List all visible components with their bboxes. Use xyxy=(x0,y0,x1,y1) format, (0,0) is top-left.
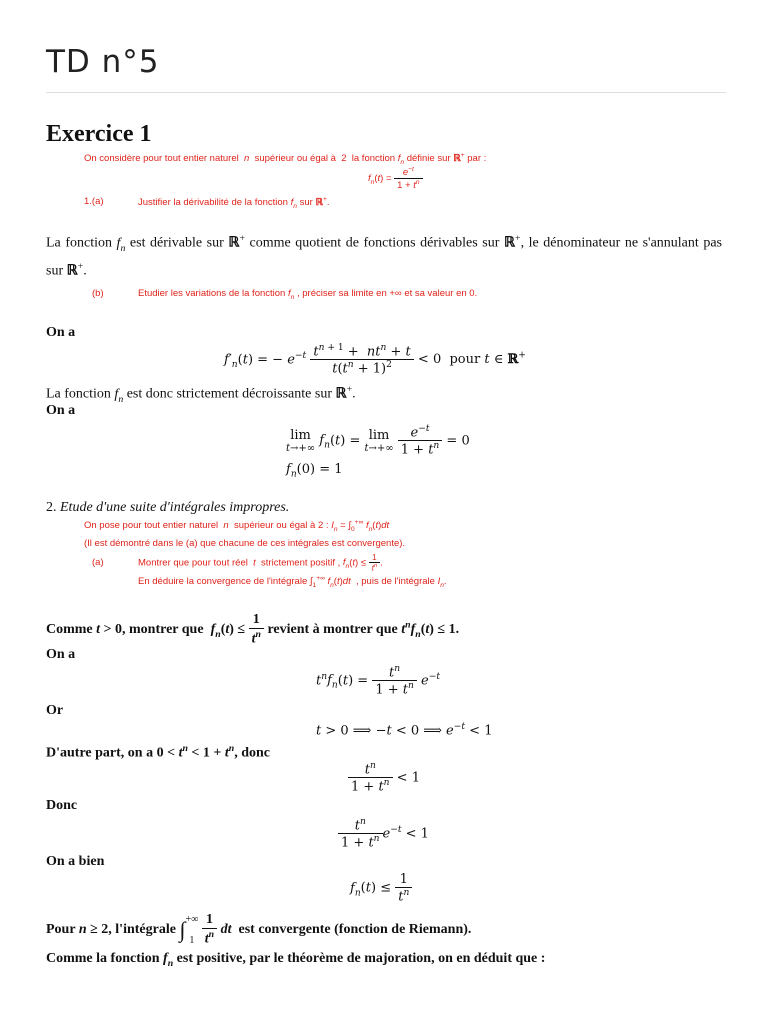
majoration-statement: Comme la fonction $f_n$ est positive, par le théorème de majoration, on en déduit que : xyxy=(46,951,546,969)
question-2a-line-2: En déduire la convergence de l'intégrale $\int_1^{+\infty}$ $f_n(t)dt$ , puis de l'intégrale $I_n$. xyxy=(138,575,447,590)
on-a-label-2: On a xyxy=(46,403,76,418)
product-formula: $t^nf_n(t)$ = $\frac{t^n}{1 + t^n}$ $e^{-t}$ xyxy=(316,664,440,698)
question-2a-line-1: Montrer que pour tout réel t strictement positif , $f_n(t)$ ≤ $\frac{1}{t^n}$ . xyxy=(138,553,383,573)
question-2-note: (Il est démontré dans le (a) que chacune de ces intégrales est convergente). xyxy=(84,538,406,549)
ratio-inequality: $\frac{t^n}{1 + t^n}$ < 1 xyxy=(348,761,420,795)
problem-intro: On considère pour tout entier naturel n supérieur ou égal à 2 la fonction $f_n$ définie sur ℝ+ par : xyxy=(84,152,487,167)
on-a-label-1: On a xyxy=(46,325,76,340)
answer-1a: La fonction $f_n$ est dérivable sur ℝ+ comme quotient de fonctions dérivables sur ℝ+, le dénominateur ne s'annulant pas sur ℝ+. xyxy=(46,233,722,280)
limit-result: = 0 xyxy=(446,433,470,449)
question-1b: Etudier les variations de la fonction $f_n$ , préciser sa limite en +∞ et sa valeur en 0. xyxy=(138,288,478,301)
decreasing-statement: La fonction $f_n$ est donc strictement décroissante sur ℝ+. xyxy=(46,384,356,405)
section-2-number: 2. xyxy=(46,500,57,515)
limit-formula: lim t→+∞ $f_n(t)$ = lim t→+∞ $\frac{e^{-t}}{1 + t^n}$ = 0 xyxy=(286,424,470,458)
page-title: TD n°5 xyxy=(46,44,160,80)
section-2-title: Etude d'une suite d'intégrales impropres. xyxy=(60,500,290,515)
question-1b-number: (b) xyxy=(92,288,104,299)
definition-formula: $f_n(t)$ = $\frac{e^{-t}}{1 + t^n}$ xyxy=(368,166,423,191)
donc-label: Donc xyxy=(46,798,78,813)
or-label: Or xyxy=(46,703,64,718)
question-2-intro: On pose pour tout entier naturel n supérieur ou égal à 2 : $I_n = \int_0^{+\infty}$ $f_n(t)dt$ xyxy=(84,519,390,534)
question-1a: Justifier la dérivabilité de la fonction $f_n$ sur ℝ+. xyxy=(138,196,330,211)
derivative-formula: $f'_n(t)$ = − $e^{-t}$ $\frac{t^{n + 1} + nt^n + t}{t(t^n + 1)^2}$ < 0 pour t ∈ ℝ+ xyxy=(224,343,526,377)
comme-statement: Comme t > 0, montrer que $f_n(t)$ ≤ $\frac{1}{t^n}$ revient à montrer que $t^nf_n(t) \le 1$. xyxy=(46,612,460,647)
question-2a-number: (a) xyxy=(92,557,104,568)
title-divider xyxy=(46,92,726,93)
product-inequality: $\frac{t^n}{1 + t^n}$ $e^{-t} < 1$ xyxy=(338,817,429,851)
on-a-bien-label: On a bien xyxy=(46,854,105,869)
section-2-heading xyxy=(46,500,289,516)
implication-formula: t > 0 ⟹ −t < 0 ⟹ $e^{-t} < 1$ xyxy=(316,722,493,739)
question-1a-number: 1.(a) xyxy=(84,196,104,207)
exercise-heading: Exercice 1 xyxy=(46,121,152,147)
autre-part-statement: D'autre part, on a $0 < t^n < 1 + t^n$, donc xyxy=(46,743,271,761)
bound-formula: $f_n(t)$ ≤ $\frac{1}{t^n}$ xyxy=(350,872,412,904)
on-a-label-3: On a xyxy=(46,647,76,662)
riemann-statement: Pour n ≥ 2, l'intégrale ∫ +∞ 1 $\frac{1}{t^n}$ dt est convergente (fonction de Riemann). xyxy=(46,912,472,947)
f-zero-value: $f_n(0) = 1$ xyxy=(286,462,343,480)
